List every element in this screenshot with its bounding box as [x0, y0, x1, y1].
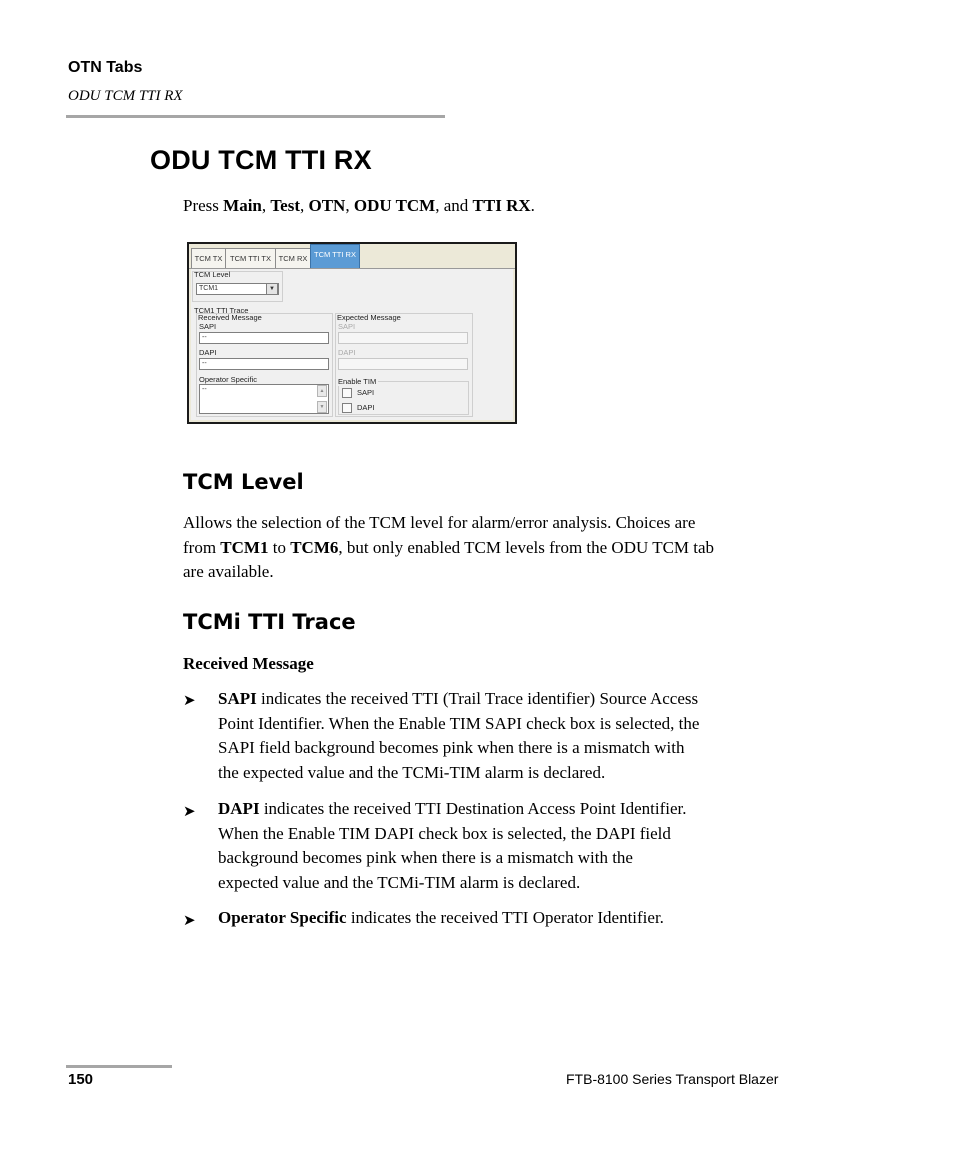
product-name: FTB-8100 Series Transport Blazer: [566, 1071, 779, 1087]
bullet-line: [218, 797, 818, 822]
operator-specific-label: Operator Specific: [199, 375, 257, 384]
expected-sapi-field[interactable]: [338, 332, 468, 344]
intro-tti-rx: TTI RX: [472, 196, 531, 215]
bullet-sapi: [218, 687, 818, 785]
enable-tim-label: Enable TIM: [338, 377, 377, 386]
enable-tim-sapi-checkbox[interactable]: [342, 388, 352, 398]
bullet-arrow-icon: ➤: [183, 911, 196, 929]
dapi-field[interactable]: --: [199, 358, 329, 370]
tab-tcm-rx[interactable]: TCM RX: [275, 248, 311, 268]
enable-tim-dapi-label: DAPI: [357, 403, 375, 412]
bullet-line: Point Identifier. When the Enable TIM SAPI check box is selected, the: [218, 713, 700, 733]
term-dapi: DAPI: [218, 799, 260, 818]
intro-end: .: [530, 196, 535, 215]
term-sapi: SAPI: [218, 689, 257, 708]
enable-tim-sapi-label: SAPI: [357, 388, 375, 397]
scroll-down-icon[interactable]: ▼: [317, 401, 327, 413]
text: indicates the received TTI Destination Access Point Identifier.: [259, 799, 687, 818]
received-message-label: Received Message: [198, 313, 262, 322]
header-rule: [66, 115, 445, 118]
text: indicates the received TTI Operator Identifier.: [346, 908, 664, 927]
intro-sep: ,: [345, 196, 354, 215]
bullet-arrow-icon: ➤: [183, 802, 196, 820]
bullet-arrow-icon: ➤: [183, 691, 196, 709]
tcm-level-heading: TCM Level: [183, 470, 304, 494]
bullet-line: the expected value and the TCMi-TIM alarm is declared.: [218, 762, 606, 782]
expected-sapi-label: SAPI: [338, 322, 356, 331]
tti-trace-heading: TCMi TTI Trace: [183, 610, 356, 634]
intro-sep: ,: [261, 196, 271, 215]
bullet-line: [218, 906, 818, 931]
scroll-up-icon[interactable]: ▲: [317, 385, 327, 397]
term-tcm1: TCM1: [220, 537, 269, 557]
bullet-line: SAPI field background becomes pink when there is a mismatch with: [218, 738, 685, 757]
tab-tcm-tx[interactable]: TCM TX: [191, 248, 226, 268]
tcm-level-value: TCM1: [199, 285, 219, 292]
sapi-field[interactable]: --: [199, 332, 329, 344]
page-number: 150: [68, 1071, 94, 1088]
tab-panel: [191, 269, 513, 420]
bullet-line: [218, 687, 818, 712]
chevron-down-icon[interactable]: ▼: [266, 283, 278, 295]
tab-tcm-tti-tx[interactable]: TCM TTI TX: [225, 248, 276, 268]
term-operator-specific: Operator Specific: [218, 908, 347, 927]
sapi-label: SAPI: [199, 322, 217, 331]
tab-tcm-tti-rx[interactable]: TCM TTI RX: [310, 244, 360, 268]
tti-trace-label: TCM1 TTI Trace: [194, 306, 249, 315]
received-message-subheading: Received Message: [183, 654, 314, 673]
tcm-level-line-1: Allows the selection of the TCM level for alarm/error analysis. Choices are: [183, 513, 696, 532]
expected-dapi-field[interactable]: [338, 358, 468, 370]
bullet-line: background becomes pink when there is a mismatch with the: [218, 848, 633, 867]
tcm-level-dropdown[interactable]: [196, 283, 279, 295]
intro-text: Press: [183, 196, 224, 215]
bullet-dapi: [218, 797, 818, 895]
screenshot-odu-tcm-tti-rx: [187, 242, 517, 424]
expected-message-label: Expected Message: [337, 313, 401, 322]
text: indicates the received TTI (Trail Trace identifier) Source Access: [256, 689, 699, 708]
intro-otn: OTN: [308, 196, 346, 215]
tcm-level-label: TCM Level: [194, 270, 231, 279]
intro-main: Main: [223, 196, 262, 215]
intro-test: Test: [270, 196, 300, 215]
intro-paragraph: [183, 196, 535, 216]
text: , but only enabled TCM levels from the ODU TCM tab: [338, 537, 715, 557]
page-title: ODU TCM TTI RX: [150, 145, 372, 175]
tab-strip: [189, 244, 515, 269]
running-header-section: OTN Tabs: [68, 59, 143, 76]
dapi-label: DAPI: [199, 348, 217, 357]
bullet-line: When the Enable TIM DAPI check box is selected, the DAPI field: [218, 823, 671, 843]
tcm-level-line-3: are available.: [183, 562, 274, 581]
term-tcm6: TCM6: [290, 537, 339, 557]
bullet-line: expected value and the TCMi-TIM alarm is declared.: [218, 872, 581, 892]
expected-dapi-label: DAPI: [338, 348, 356, 357]
bullet-operator-specific: [218, 906, 818, 931]
intro-odu-tcm: ODU TCM: [353, 196, 436, 215]
running-header-subsection: ODU TCM TTI RX: [68, 88, 183, 104]
footer-rule: [66, 1065, 172, 1068]
text: from: [183, 537, 221, 557]
operator-specific-field[interactable]: --: [199, 384, 329, 414]
tcm-level-paragraph: [183, 511, 833, 585]
text: to: [268, 537, 291, 557]
tcm-level-line-2: [183, 536, 833, 561]
enable-tim-dapi-checkbox[interactable]: [342, 403, 352, 413]
intro-sep: , and: [435, 196, 473, 215]
intro-sep: ,: [300, 196, 309, 215]
